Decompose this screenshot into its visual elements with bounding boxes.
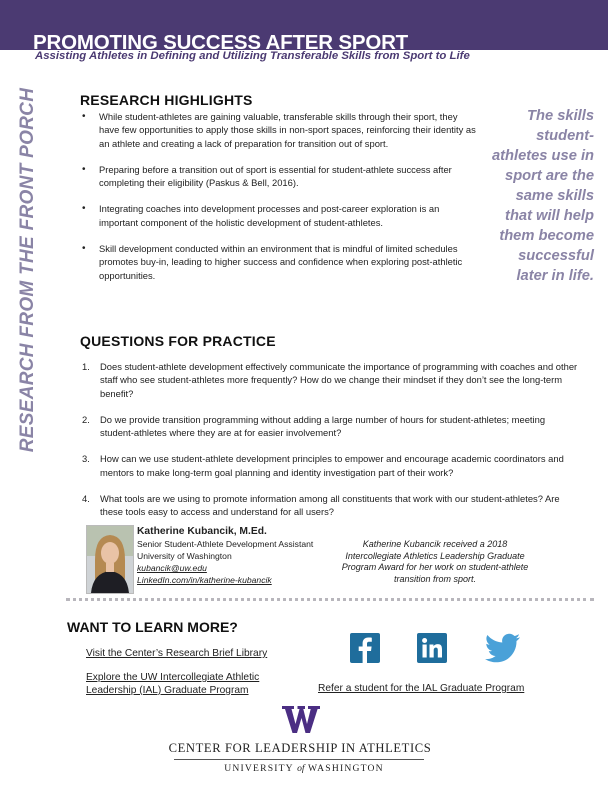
question-text: Does student-athlete development effectively communicate the importance of programming with coaches and other staff who see student-athletes more frequently? How do we change their mindset if they don’t see the long-term benefit?	[100, 361, 578, 399]
highlight-item: • Integrating coaches into development processes and post-career exploration is an important component of the holistic development of student-athletes.	[80, 202, 480, 229]
author-role: Senior Student-Athlete Development Assistant	[137, 539, 314, 549]
refer-student-link[interactable]: Refer a student for the IAL Graduate Program	[318, 683, 525, 694]
question-item	[80, 492, 580, 519]
research-library-link[interactable]: Visit the Center’s Research Brief Library	[86, 648, 268, 659]
author-portrait-icon	[87, 526, 133, 593]
author-email-link[interactable]: kubancik@uw.edu	[137, 563, 207, 573]
question-number: 2.	[82, 413, 90, 425]
university-word: UNIVERSITY	[224, 763, 294, 774]
author-block	[137, 526, 313, 586]
sidebar-vertical-label: RESEARCH FROM THE FRONT PORCH	[17, 87, 38, 453]
highlight-item: • While student-athletes are gaining valuable, transferable skills through their sport, they have few opportunities to apply those skills in non-sport spaces, reinforcing their identity as an athlete and creating a lack of preparation for transition out of sport.	[80, 110, 480, 150]
author-linkedin-link[interactable]: LinkedIn.com/in/katherine-kubancik	[137, 575, 272, 585]
question-text: What tools are we using to promote information among all constituents that work with our student-athletes? Are these tools easy to access and understand for all users?	[100, 493, 560, 518]
university-of: of	[297, 763, 305, 774]
highlights-heading: RESEARCH HIGHLIGHTS	[80, 92, 253, 108]
question-text: How can we use student-athlete development principles to empower and encourage academic coordinators and mentors to make long-term goal planning and identity investigation part of their work?	[100, 453, 564, 478]
award-note: Katherine Kubancik received a 2018 Intercollegiate Athletics Leadership Graduate Program Award for her work on student-athlete transition from sport.	[341, 539, 529, 584]
dotted-divider	[66, 598, 594, 601]
facebook-icon[interactable]	[350, 633, 380, 663]
questions-heading: QUESTIONS FOR PRACTICE	[80, 333, 276, 349]
pull-quote: The skills student-athletes use in sport are the same skills that will help them become successful later in life.	[491, 108, 594, 284]
explore-ial-link-line1[interactable]: Explore the UW Intercollegiate Athletic	[86, 672, 260, 683]
question-number: 1.	[82, 361, 90, 372]
highlight-item: • Skill development conducted within an environment that is mindful of limited schedules promotes buy-in, leading to higher success and confidence when exploring post-athletic opportunities.	[80, 242, 480, 282]
question-number: 4.	[82, 493, 90, 505]
page-subtitle: Assisting Athletes in Defining and Utilizing Transferable Skills from Sport to Life	[35, 50, 470, 62]
uw-w-logo	[282, 704, 320, 734]
question-text: Do we provide transition programming without adding a large number of hours for student-athletes; meeting student-athletes where they are at for easier involvement?	[100, 413, 546, 439]
author-org: University of Washington	[137, 551, 232, 561]
highlights-list	[80, 110, 480, 295]
question-number: 3.	[82, 453, 90, 465]
university-washington: WASHINGTON	[307, 763, 384, 774]
footer-divider	[174, 759, 424, 760]
linkedin-icon[interactable]	[417, 633, 447, 663]
explore-ial-link-line2[interactable]: Leadership (IAL) Graduate Program	[86, 685, 249, 696]
author-photo	[86, 525, 134, 594]
question-item	[80, 360, 580, 400]
twitter-icon[interactable]	[485, 633, 521, 663]
highlight-item: • Preparing before a transition out of sport is essential for student-athlete success after completing their eligibility (Paskus & Bell, 2016).	[80, 163, 480, 190]
question-item	[80, 413, 580, 440]
page-title: PROMOTING SUCCESS AFTER SPORT	[33, 31, 408, 54]
question-item	[80, 452, 580, 479]
questions-list	[80, 360, 580, 532]
learn-more-heading: WANT TO LEARN MORE?	[67, 619, 238, 635]
center-name: CENTER FOR LEADERSHIP IN ATHLETICS	[168, 741, 432, 755]
university-name	[0, 763, 608, 774]
author-name: Katherine Kubancik, M.Ed.	[137, 526, 267, 537]
sidebar-vertical-title	[10, 87, 46, 453]
